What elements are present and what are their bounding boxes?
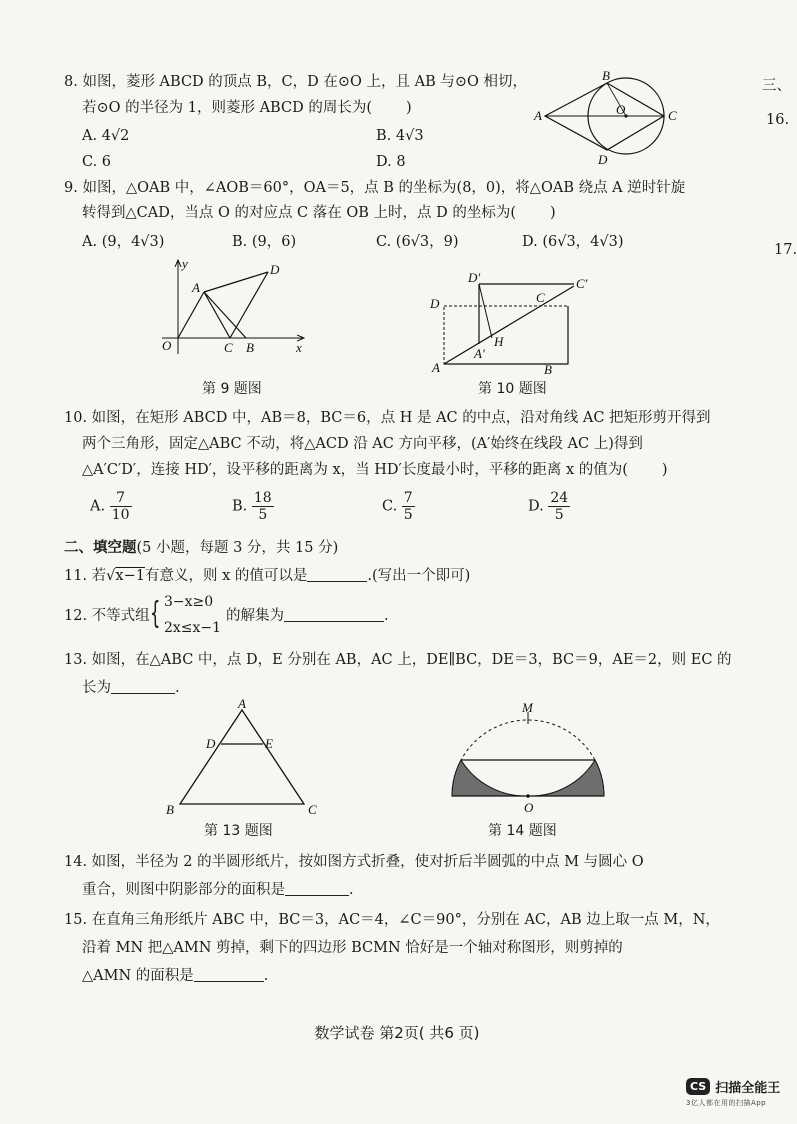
q9-option-c: C. (6√3，9) [376,234,459,250]
q8-figure [528,70,688,170]
q12-ineq2: 2x≤x−1 [164,620,222,636]
q13-figure [162,698,332,820]
q14-label-o: O [524,800,534,815]
q9-label-a: A [192,280,200,295]
q10-label-a1: A′ [474,346,485,361]
q8-option-a: A. 4√2 [82,128,130,144]
scanner-watermark [686,1076,780,1108]
q10-option-b-fraction [252,490,274,523]
q8-option-b: B. 4√3 [376,128,424,144]
q10-line2: 两个三角形，固定△ABC 不动，将△ACD 沿 AC 方向平移，(A′始终在线段 AC 上)得到 [82,436,643,452]
q9-seg-oa [178,292,204,338]
q14-caption: 第 14 题图 [488,823,557,839]
q8-option-c: C. 6 [82,154,112,170]
q10-original-rect [444,306,568,364]
q10-option-c-label: C. [382,498,398,515]
q10-option-b-den: 5 [258,507,268,523]
q15-line3 [82,966,268,986]
q14-shade-right [528,760,604,796]
q15-end: . [263,968,269,984]
q14-label-m: M [522,700,533,715]
q10-option-c-fraction [402,490,415,523]
q9-label-y: y [182,256,188,271]
scanner-logo-icon: CS [686,1078,710,1095]
q15-line3-text: △AMN 的面积是 [82,968,194,984]
q9-label-c: C [224,340,233,355]
q10-option-c-den: 5 [403,507,413,523]
q8-label-b: B [602,68,610,83]
q12-pre: 12. 不等式组 [64,608,150,624]
q12-post: 的解集为 [226,608,284,624]
q8-option-d: D. 8 [376,154,406,170]
section2-heading [64,538,338,558]
q14-figure [444,700,614,818]
q10-option-d-den: 5 [554,507,564,523]
page-footer: 数学试卷 第2页( 共6 页) [314,1024,480,1042]
q14-line1: 14. 如图，半径为 2 的半圆形纸片，按如图方式折叠，使对折后半圆弧的中点 M 与圆心 O [64,854,644,870]
q15-line2: 沿着 MN 把△AMN 剪掉，剩下的四边形 BCMN 恰好是一个轴对称图形，则剪掉的 [82,940,623,956]
q15-answer-blank[interactable] [194,967,264,982]
q13-label-a: A [238,696,246,711]
q10-label-c: C [536,290,545,305]
q14-line2 [82,880,354,900]
section2-title: 二、填空题 [64,539,137,556]
q10-option-a-fraction [110,490,132,523]
side-section3: 三、 [762,78,791,94]
q12-answer-blank[interactable] [284,607,384,622]
q8-label-c: C [668,108,677,123]
q14-end: . [349,882,354,898]
q9-seg-ab [204,292,246,338]
q11-post: 有意义，则 x 的值可以是 [144,568,308,584]
q10-option-b [232,490,274,523]
q10-line1: 10. 如图，在矩形 ABCD 中，AB＝8，BC＝6，点 H 是 AC 的中点，沿对角线 AC 把矩形剪开得到 [64,410,711,426]
scanner-tagline: 3亿人都在用的扫描App [686,1099,767,1107]
q10-option-d-fraction [548,490,570,523]
q9-option-b: B. (9，6) [232,234,297,250]
q10-seg-hd1 [479,284,492,338]
q13-answer-blank[interactable] [111,679,175,694]
side-q16: 16. [766,112,790,128]
q10-option-a-den: 10 [111,507,130,523]
q13-label-e: E [265,736,273,751]
q9-label-o: O [162,338,172,353]
q10-option-d [528,490,570,523]
q12-ineq1: 3−x≥0 [164,594,214,610]
q10-label-d: D [430,296,440,311]
q9-label-b: B [246,340,254,355]
scanner-brand-name: 扫描全能王 [715,1081,781,1096]
q15-line1: 15. 在直角三角形纸片 ABC 中，BC＝3，AC＝4，∠C＝90°，分别在 AC，AB 边上取一点 M，N， [64,912,720,928]
q9-line2 [82,203,556,223]
q9-option-a: A. (9，4√3) [82,234,165,250]
q10-option-a-num: 7 [110,490,132,507]
q13-triangle [180,710,304,804]
sqrt-sign: √ [106,568,116,584]
q13-label-b: B [166,802,174,817]
q9-label-d: D [270,262,280,277]
q8-line2 [82,98,412,118]
q9-line2-text: 转得到△CAD，当点 O 的对应点 C 落在 OB 上时，点 D 的坐标为( [82,205,517,221]
q10-option-b-label: B. [232,498,248,515]
q10-option-b-num: 18 [253,490,272,506]
q10-option-d-label: D. [528,498,544,515]
q10-option-c-num: 7 [403,490,413,506]
q12-end: . [384,608,389,624]
q13-line2-text: 长为 [82,680,111,696]
q13-caption: 第 13 题图 [204,823,273,839]
q8-label-o: O [616,102,626,117]
side-q17: 17. [774,242,797,258]
q11-radicand: x−1 [115,568,145,584]
q10-label-c1: C′ [576,276,588,291]
q11-end: .(写出一个即可) [367,568,471,584]
q14-shade-left [452,760,528,796]
q9-caption: 第 9 题图 [202,381,262,397]
q10-label-h: H [494,334,504,349]
q13-line2 [82,678,180,698]
q8-line1: 8. 如图，菱形 ABCD 的顶点 B，C，D 在⊙O 上，且 AB 与⊙O 相切， [64,74,528,90]
q10-caption: 第 10 题图 [478,381,547,397]
q13-end: . [175,680,180,696]
q10-figure [424,270,604,377]
q14-center-dot [526,794,530,798]
q11-line [64,566,470,586]
q13-label-c: C [308,802,317,817]
q9-option-d: D. (6√3，4√3) [522,234,624,250]
q12-rest [226,606,389,626]
q10-line3-text: △A′C′D′，连接 HD′，设平移的距离为 x，当 HD′长度最小时，平移的距离 x 的值为( [82,462,628,478]
q10-label-b: B [544,362,552,377]
q9-close-paren: ) [550,205,556,221]
q13-line1: 13. 如图，在△ABC 中，点 D，E 分别在 AB，AC 上，DE∥BC，DE＝3，BC＝9，AE＝2，则 EC 的 [64,652,732,668]
q10-option-a [90,490,132,523]
q10-option-a-label: A. [90,498,106,515]
q11-pre: 11. 若 [64,568,107,584]
q8-close-paren: ) [405,100,412,116]
q14-answer-blank[interactable] [285,881,349,896]
q10-diagonal [444,286,574,364]
section2-note: (5 小题，每题 3 分，共 15 分) [136,540,339,556]
q10-option-c [382,490,415,523]
q10-label-d1: D′ [468,270,481,285]
q8-line2-text: 若⊙O 的半径为 1，则菱形 ABCD 的周长为( [82,100,372,116]
q9-line1: 9. 如图，△OAB 中，∠AOB＝60°，OA＝5，点 B 的坐标为(8，0)，将△OAB 绕点 A 逆时针旋 [64,180,686,196]
q8-label-a: A [534,108,542,123]
q10-close-paren: ) [661,462,668,478]
q9-label-x: x [296,340,302,355]
q10-option-d-num: 24 [550,490,569,506]
brace-icon: { [150,596,161,631]
q8-label-d: D [598,152,608,167]
q10-label-a: A [432,360,440,375]
q13-label-d: D [206,736,216,751]
q14-line2-text: 重合，则图中阴影部分的面积是 [82,882,285,898]
q10-line3 [82,460,668,480]
q11-answer-blank[interactable] [307,567,367,582]
q9-seg-ac [204,292,230,338]
q9-figure [152,254,312,358]
